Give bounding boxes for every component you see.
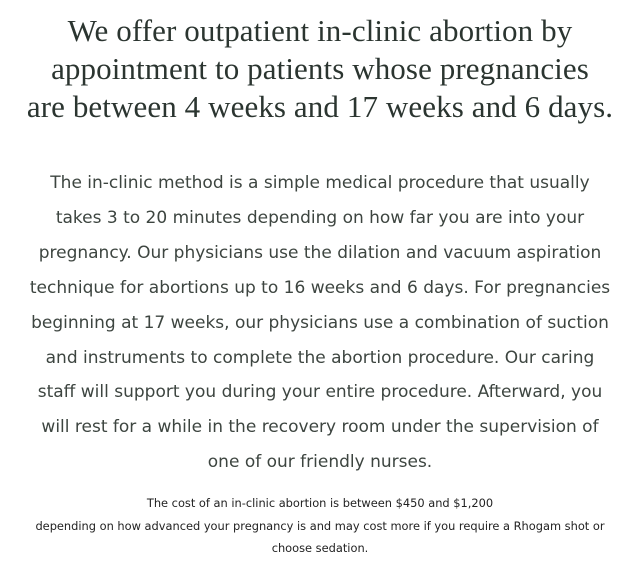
cost-note-line: depending on how advanced your pregnancy is and may cost more if you require a Rhogam shot or — [35, 518, 605, 533]
description-line: staff will support you during your entire procedure. Afterward, you — [37, 382, 603, 403]
procedure-description — [10, 166, 630, 480]
description-line: beginning at 17 weeks, our physicians use a combination of suction — [31, 312, 609, 333]
description-line: one of our friendly nurses. — [207, 452, 433, 473]
cost-note — [10, 492, 630, 560]
headline-line: are between 4 weeks and 17 weeks and 6 days. — [26, 89, 614, 124]
cost-note-line: The cost of an in-clinic abortion is between $450 and $1,200 — [146, 496, 494, 510]
headline-line: We offer outpatient in-clinic abortion by — [67, 13, 573, 48]
description-line: technique for abortions up to 16 weeks and 6 days. For pregnancies — [29, 277, 611, 298]
description-line: takes 3 to 20 minutes depending on how far you are into your — [55, 207, 585, 228]
page-headline — [10, 12, 630, 126]
description-line: The in-clinic method is a simple medical procedure that usually — [50, 173, 590, 193]
description-line: pregnancy. Our physicians use the dilation and vacuum aspiration — [38, 242, 602, 263]
description-line: and instruments to complete the abortion procedure. Our caring — [45, 347, 595, 368]
description-line: will rest for a while in the recovery room under the supervision of — [41, 417, 599, 438]
cost-note-line: choose sedation. — [271, 541, 369, 555]
headline-line: appointment to patients whose pregnancies — [51, 51, 589, 86]
